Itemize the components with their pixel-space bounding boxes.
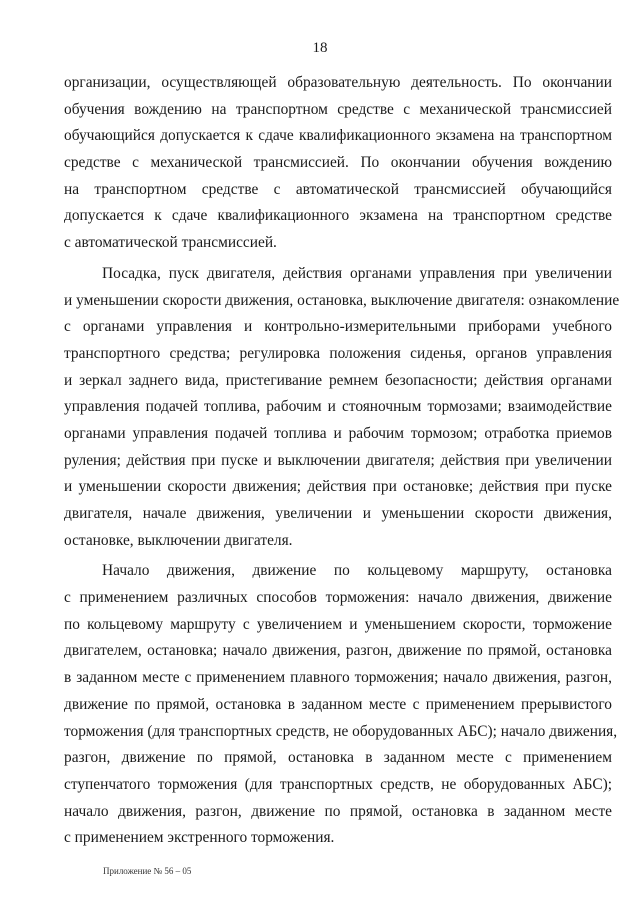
text-line: с органами управления и контрольно-измерительными приборами учебного: [64, 318, 612, 336]
document-body: [64, 70, 620, 852]
text-line: на транспортном средстве с автоматической трансмиссией обучающийся: [64, 180, 612, 198]
text-line: ступенчатого торможения (для транспортных средств, не оборудованных АБС);: [64, 775, 612, 793]
text-line: организации, осуществляющей образовательную деятельность. По окончании: [64, 74, 612, 91]
text-line: транспортного средства; регулировка положения сиденья, органов управления: [64, 344, 612, 362]
text-line: руления; действия при пуске и выключении двигателя; действия при увеличении: [64, 451, 612, 469]
text-line: остановке, выключении двигателя.: [64, 531, 293, 549]
text-line: управления подачей топлива, рабочим и стояночным тормозами; взаимодействие: [64, 398, 612, 416]
text-line: двигателем, остановка; начало движения, разгон, движение по прямой, остановка: [64, 642, 612, 660]
text-line: торможения (для транспортных средств, не оборудованных АБС); начало движения,: [64, 722, 618, 740]
text-line: Начало движения, движение по кольцевому маршруту, остановка: [102, 562, 612, 580]
text-line: и уменьшении скорости движения, остановка, выключение двигателя: ознакомление: [64, 291, 620, 309]
text-line: средстве с механической трансмиссией. По окончании обучения вождению: [64, 154, 612, 172]
text-line: Посадка, пуск двигателя, действия органами управления при увеличении: [102, 264, 612, 282]
paragraph: [64, 558, 618, 852]
text-line: обучающийся допускается к сдаче квалификационного экзамена на транспортном: [64, 127, 612, 145]
text-line: движение по прямой, остановка в заданном месте с применением прерывистого: [64, 695, 612, 713]
text-line: с применением различных способов торможения: начало движения, движение: [64, 589, 612, 607]
text-line: обучения вождению на транспортном средстве с механической трансмиссией: [64, 100, 612, 118]
text-line: по кольцевому маршруту с увеличением и уменьшением скорости, торможение: [64, 615, 612, 633]
paragraph: [64, 70, 612, 257]
text-line: и уменьшении скорости движения; действия при остановке; действия при пуске: [64, 478, 612, 496]
text-line: и зеркал заднего вида, пристегивание ремнем безопасности; действия органами: [64, 371, 612, 389]
text-line: в заданном месте с применением плавного торможения; начало движения, разгон,: [64, 669, 612, 687]
text-line: допускается к сдаче квалификационного экзамена на транспортном средстве: [64, 207, 612, 225]
page-number: 18: [312, 40, 328, 56]
text-line: двигателя, начале движения, увеличении и уменьшении скорости движения,: [64, 505, 612, 522]
text-line: разгон, движение по прямой, остановка в заданном месте с применением: [64, 749, 612, 767]
text-line: с применением экстренного торможения.: [64, 829, 335, 847]
text-line: органами управления подачей топлива и рабочим тормозом; отработка приемов: [64, 424, 612, 442]
text-line: начало движения, разгон, движение по прямой, остановка в заданном месте: [64, 802, 612, 820]
paragraph: [64, 261, 620, 555]
text-line: с автоматической трансмиссией.: [64, 234, 277, 252]
page-footer: Приложение № 56 – 05: [103, 866, 192, 876]
